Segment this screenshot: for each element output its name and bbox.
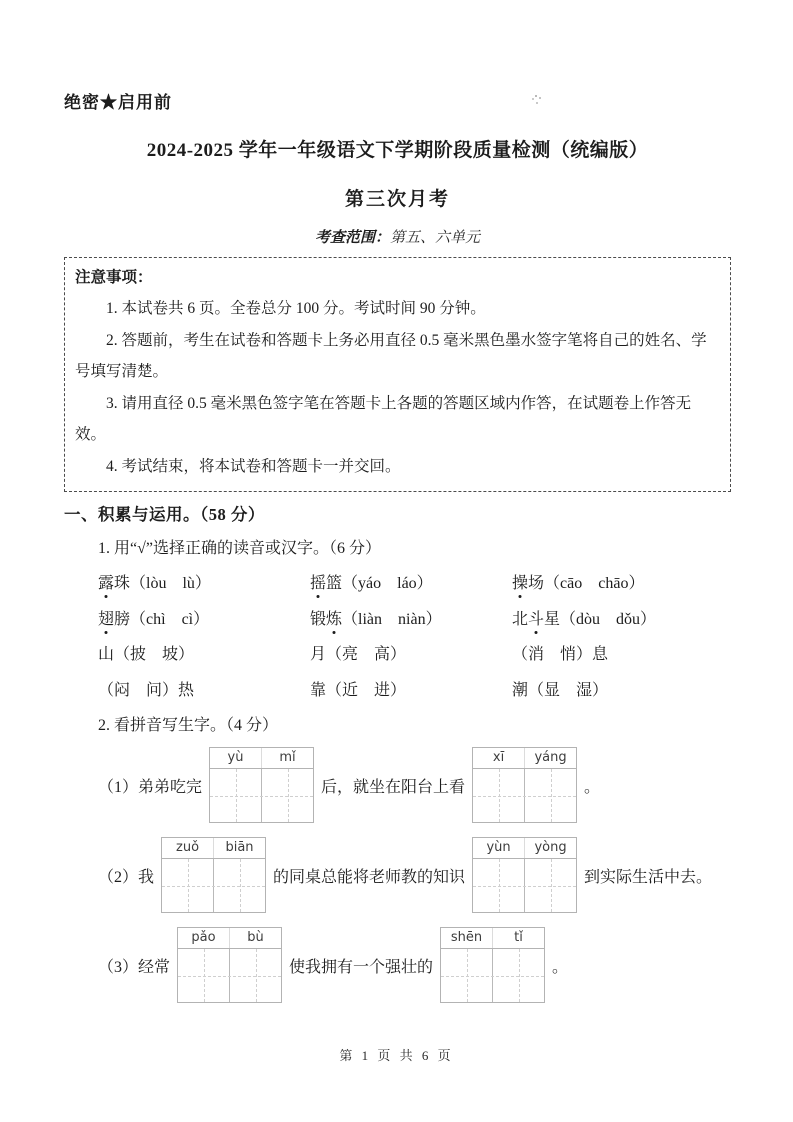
tian-zi-ge-cell bbox=[524, 769, 576, 822]
tian-zi-ge-cell bbox=[473, 859, 524, 912]
pinyin-label: yù bbox=[227, 750, 244, 765]
q2-sentence bbox=[98, 837, 731, 913]
target-word: 翅膀 bbox=[98, 611, 130, 628]
sentence-text: 的同桌总能将老师教的知识 bbox=[273, 868, 466, 886]
notice-box bbox=[64, 257, 731, 492]
choice-options: （yáo láo） bbox=[342, 575, 433, 592]
q1-choice-item bbox=[310, 570, 512, 593]
pinyin-header bbox=[162, 838, 265, 859]
question-2-prompt: 2. 看拼音写生字。（4 分） bbox=[98, 717, 279, 734]
q1-choice-item bbox=[512, 606, 731, 629]
tian-zi-ge-cell bbox=[210, 769, 261, 822]
q1-choice-item bbox=[98, 606, 310, 629]
pinyin-label: yòng bbox=[524, 838, 576, 858]
choice-options: （lòu lù） bbox=[130, 575, 211, 592]
sentence-text: 。 bbox=[552, 958, 569, 976]
pinyin-label: yùn bbox=[486, 840, 511, 855]
writing-grid bbox=[209, 747, 314, 823]
pinyin-header bbox=[473, 748, 576, 769]
sentence-text: 使我拥有一个强壮的 bbox=[289, 958, 434, 976]
tian-zi-ge-cell bbox=[524, 859, 576, 912]
trailing-char: 息 bbox=[592, 646, 609, 663]
q1-choice-row bbox=[98, 677, 731, 700]
writing-cells bbox=[162, 859, 265, 912]
q1-choice-item bbox=[98, 677, 310, 700]
writing-grid bbox=[472, 747, 577, 823]
trailing-char: 热 bbox=[178, 681, 195, 699]
pinyin-label: biān bbox=[213, 838, 265, 858]
q1-choice-item bbox=[310, 606, 512, 629]
pinyin-label: zuǒ bbox=[176, 840, 200, 855]
sentence-text: （1）弟弟吃完 bbox=[98, 778, 203, 796]
q1-choice-row bbox=[98, 641, 731, 664]
pinyin-label: bù bbox=[229, 928, 281, 948]
pinyin-label: pǎo bbox=[191, 930, 216, 945]
q1-choice-item bbox=[512, 677, 731, 700]
q1-choice-item bbox=[310, 677, 512, 700]
q2-sentence bbox=[98, 747, 731, 823]
choice-options: （近 进） bbox=[326, 681, 407, 699]
sentence-text: （2）我 bbox=[98, 868, 155, 886]
choice-options: （闷 问） bbox=[98, 681, 179, 699]
exam-title: 2024-2025 学年一年级语文下学期阶段质量检测（统编版） bbox=[146, 140, 649, 161]
secrecy-banner: 绝密★启用前 bbox=[64, 93, 172, 112]
writing-cells bbox=[178, 949, 281, 1002]
target-word: 摇篮 bbox=[310, 575, 342, 592]
writing-grid bbox=[161, 837, 266, 913]
pinyin-header bbox=[441, 928, 544, 949]
tian-zi-ge-cell bbox=[229, 949, 281, 1002]
target-word: 锻炼 bbox=[310, 611, 342, 628]
target-word: 山 bbox=[98, 646, 115, 663]
q1-choice-row bbox=[98, 606, 731, 629]
tian-zi-ge-cell bbox=[492, 949, 544, 1002]
pinyin-label: mǐ bbox=[261, 748, 313, 768]
target-word: 操场 bbox=[512, 575, 544, 592]
pinyin-label: xī bbox=[492, 750, 505, 765]
notice-item: 4. 考试结束，将本试卷和答题卡一并交回。 bbox=[106, 457, 401, 475]
scope-label: 考查范围： bbox=[314, 230, 390, 246]
scope-value: 第五、六单元 bbox=[390, 230, 481, 246]
tian-zi-ge-cell bbox=[473, 769, 524, 822]
choice-options: （dòu dǒu） bbox=[560, 610, 657, 628]
q1-choice-item bbox=[98, 570, 310, 593]
exam-subtitle: 第三次月考 bbox=[344, 189, 450, 210]
question-1-prompt: 1. 用“√”选择正确的读音或汉字。（6 分） bbox=[98, 540, 381, 557]
pinyin-label: shēn bbox=[450, 930, 483, 945]
sentence-text: 后，就坐在阳台上看 bbox=[321, 778, 466, 796]
sentence-text: 到实际生活中去。 bbox=[584, 868, 713, 886]
tian-zi-ge-cell bbox=[261, 769, 313, 822]
tian-zi-ge-cell bbox=[162, 859, 213, 912]
writing-cells bbox=[210, 769, 313, 822]
sentence-text: 。 bbox=[584, 778, 601, 796]
tian-zi-ge-cell bbox=[213, 859, 265, 912]
notice-item: 2. 答题前，考生在试卷和答题卡上务必用直径 0.5 毫米黑色墨水签字笔将自己的姓名、学号填写清楚。 bbox=[75, 331, 707, 380]
target-word: 露珠 bbox=[98, 575, 130, 592]
q1-choice-item bbox=[310, 641, 512, 664]
choice-options: （消 悄） bbox=[512, 646, 593, 663]
pinyin-label: yáng bbox=[524, 748, 576, 768]
q2-sentence bbox=[98, 927, 731, 1003]
choice-options: （liàn niàn） bbox=[342, 610, 442, 628]
tian-zi-ge-cell bbox=[178, 949, 229, 1002]
section-1-heading: 一、积累与运用。（58 分） bbox=[64, 505, 265, 524]
q1-choice-rows bbox=[98, 570, 731, 700]
writing-grid bbox=[177, 927, 282, 1003]
pinyin-label: tǐ bbox=[492, 928, 544, 948]
sentence-text: （3）经常 bbox=[98, 958, 171, 976]
notice-title: 注意事项： bbox=[75, 269, 153, 286]
choice-options: （显 湿） bbox=[528, 681, 609, 699]
writing-grid bbox=[440, 927, 545, 1003]
pinyin-header bbox=[178, 928, 281, 949]
target-word: 靠 bbox=[310, 681, 327, 699]
q1-choice-row bbox=[98, 570, 731, 593]
pinyin-header bbox=[473, 838, 576, 859]
pinyin-header bbox=[210, 748, 313, 769]
writing-cells bbox=[441, 949, 544, 1002]
target-word: 潮 bbox=[512, 681, 529, 699]
choice-options: （cāo chāo） bbox=[544, 575, 645, 592]
exam-scope bbox=[64, 226, 731, 247]
q1-choice-item bbox=[512, 570, 731, 593]
q1-choice-item bbox=[98, 641, 310, 664]
writing-cells bbox=[473, 859, 576, 912]
print-artifact bbox=[535, 95, 537, 97]
notice-item: 1. 本试卷共 6 页。全卷总分 100 分。考试时间 90 分钟。 bbox=[106, 300, 486, 317]
q2-sentences bbox=[98, 747, 731, 1003]
page-number: 第 1 页 共 6 页 bbox=[339, 1048, 454, 1063]
target-word: 月 bbox=[310, 646, 327, 663]
tian-zi-ge-cell bbox=[441, 949, 492, 1002]
writing-cells bbox=[473, 769, 576, 822]
choice-options: （披 坡） bbox=[114, 646, 195, 663]
q1-choice-item bbox=[512, 641, 731, 664]
target-word: 北斗星 bbox=[512, 611, 560, 628]
notice-item: 3. 请用直径 0.5 毫米黑色签字笔在答题卡上各题的答题区域内作答，在试题卷上作答无效。 bbox=[75, 394, 692, 443]
writing-grid bbox=[472, 837, 577, 913]
choice-options: （chì cì） bbox=[130, 610, 210, 628]
choice-options: （亮 高） bbox=[326, 646, 407, 663]
